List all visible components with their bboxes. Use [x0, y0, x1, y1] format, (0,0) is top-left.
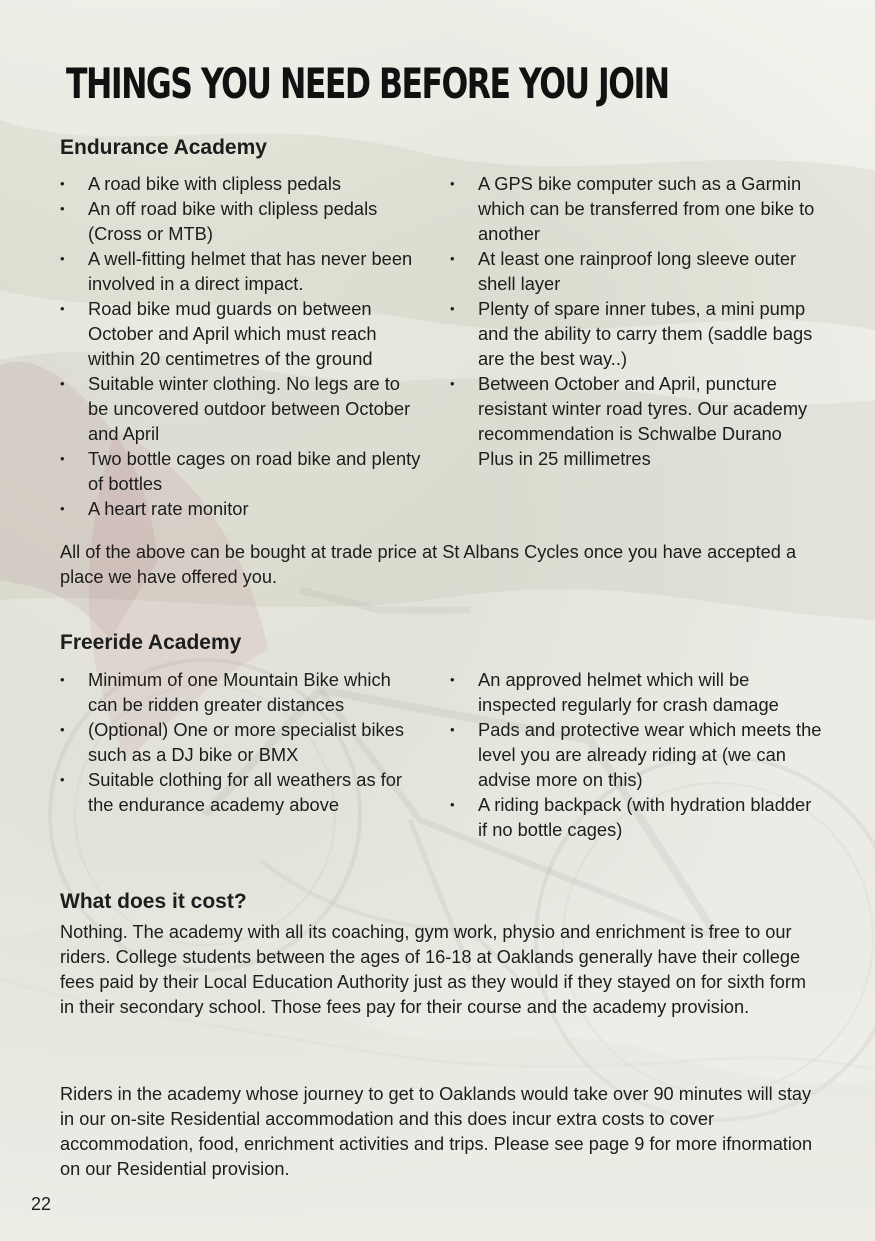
endurance-left-list	[60, 171, 425, 521]
list-item: • Pads and protective wear which meets the level you are already riding at (we can advise more on this)	[450, 717, 825, 792]
list-item: • A road bike with clipless pedals	[60, 171, 425, 196]
list-item: • At least one rainproof long sleeve outer shell layer	[450, 246, 820, 296]
list-item: • Suitable clothing for all weathers as for the endurance academy above	[60, 767, 425, 817]
page-number: 22	[31, 1194, 52, 1214]
list-item: • Plenty of spare inner tubes, a mini pump and the ability to carry them (saddle bags are the best way..)	[450, 296, 820, 371]
list-item: • A riding backpack (with hydration bladder if no bottle cages)	[450, 792, 825, 842]
endurance-heading: Endurance Academy	[60, 136, 267, 159]
list-item: • A well-fitting helmet that has never been involved in a direct impact.	[60, 246, 425, 296]
endurance-note: All of the above can be bought at trade price at St Albans Cycles once you have accepted a place we have offered you.	[60, 542, 797, 587]
list-item: • Suitable winter clothing. No legs are to be uncovered outdoor between October and April	[60, 371, 425, 446]
endurance-right-list	[450, 171, 820, 471]
list-item: • An off road bike with clipless pedals (Cross or MTB)	[60, 196, 425, 246]
list-item: • Minimum of one Mountain Bike which can be ridden greater distances	[60, 667, 425, 717]
list-item: • An approved helmet which will be inspected regularly for crash damage	[450, 667, 825, 717]
freeride-left-list	[60, 667, 425, 817]
list-item: • A heart rate monitor	[60, 496, 425, 521]
list-item: • A GPS bike computer such as a Garmin which can be transferred from one bike to another	[450, 171, 820, 246]
list-item: • (Optional) One or more specialist bikes such as a DJ bike or BMX	[60, 717, 425, 767]
freeride-heading: Freeride Academy	[60, 631, 242, 654]
cost-paragraph-1: Nothing. The academy with all its coaching, gym work, physio and enrichment is free to our riders. College students between the ages of 16-18 at Oaklands generally have their college fees paid by their Local Education Authority just as they would if they stayed on for sixth form in their secondary school. Those fees pay for their course and the academy provision.	[60, 922, 807, 1017]
list-item: • Between October and April, puncture resistant winter road tyres. Our academy recommendation is Schwalbe Durano Plus in 25 millimetres	[450, 371, 820, 471]
list-item: • Two bottle cages on road bike and plenty of bottles	[60, 446, 425, 496]
freeride-right-list	[450, 667, 825, 842]
cost-heading: What does it cost?	[60, 890, 247, 913]
list-item: • Road bike mud guards on between October and April which must reach within 20 centimetres of the ground	[60, 296, 425, 371]
cost-paragraph-2: Riders in the academy whose journey to get to Oaklands would take over 90 minutes will stay in our on-site Residential accommodation and this does incur extra costs to cover accommodation, food, enrichment activities and trips. Please see page 9 for more ifnormation on our Residential provision.	[60, 1084, 813, 1179]
page-title: THINGS YOU NEED BEFORE YOU JOIN	[66, 59, 669, 108]
